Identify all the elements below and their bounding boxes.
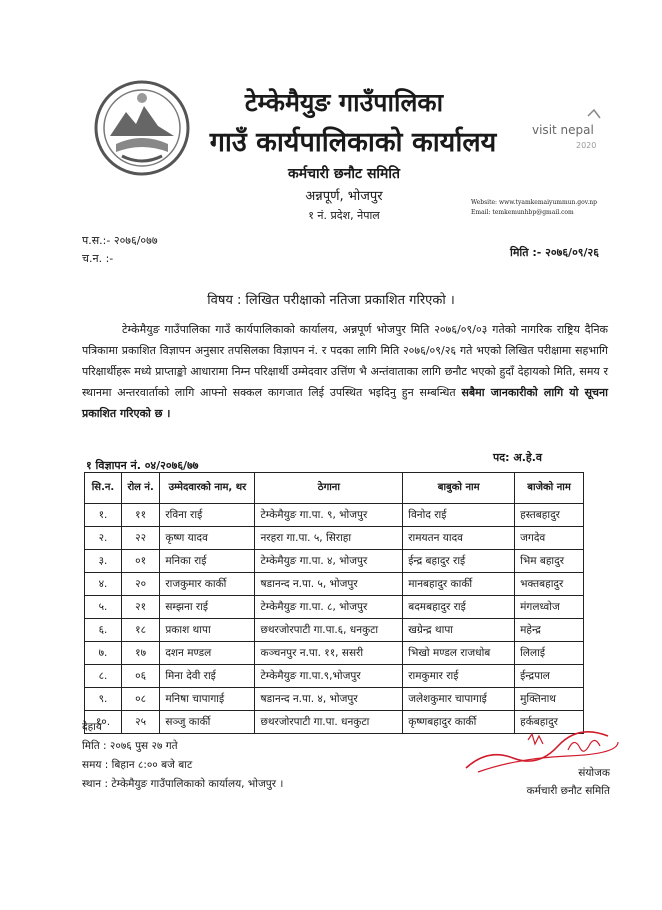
table-row [85,573,584,596]
table-row [85,596,584,619]
cell-roll: २२ [121,527,159,550]
cell-address: टेम्केमैयुङ गा.पा. ४, भोजपुर [255,550,403,573]
cell-father: बदमबहादुर राई [403,596,515,619]
signatory-committee: कर्मचारी छनौट समिति [526,785,610,797]
cell-sn: ८. [85,665,122,688]
body-text: टेम्केमैयुङ गाउँपालिका गाउँ कार्यपालिकाको कार्यालय, अन्नपूर्ण भोजपुर मिति २०७६/०९/०३ गतेको नागरिक राष्ट्रिय दैनिक पत्रिकामा प्रकाशित विज्ञापन अनुसार तपसिलका विज्ञापन नं. र पदका लागि मिति २०७६/०९/२६ गते भएको लिखित परीक्षामा सहभागि परिक्षार्थीहरू मध्ये प्राप्ताङ्को आधारामा निम्न परिक्षार्थी उम्मेदवार उत्तिंण भै अन्तंवाताका लागि छनौट भएको हुदाँ देहायको मिति, समय र स्थानमा अन्तरवार्ताको लागि आफ्नो सक्कल कागजात लिई उपस्थित भइदिनु हुन सम्बन्धित [82,323,608,399]
cell-sn: ६. [85,619,122,642]
col-header-grandfather: बाजेको नाम [515,473,584,504]
cell-address: नरहरा गा.पा. ५, सिराहा [255,527,403,550]
table-row [85,619,584,642]
body-paragraph [82,319,608,424]
col-header-address: ठेगाना [255,473,403,504]
contact-block [471,198,597,218]
table-header-row [85,473,584,504]
table-row [85,688,584,711]
committee-name: कर्मचारी छनौट समिति [287,166,401,182]
cell-roll: ११ [121,504,159,527]
cell-name: सञ्जु कार्की [160,711,255,734]
visit-logo-year: 2020 [576,141,597,150]
email: Email: temkemunhbp@gmail.com [471,209,574,216]
cell-sn: १. [85,504,122,527]
interview-details [82,718,283,794]
cell-sn: २. [85,527,122,550]
cn-number: च.न. :- [82,252,114,265]
cell-grandfather: जगदेव [515,527,584,550]
cell-father: मानबहादुर कार्की [403,573,515,596]
cell-name: कृष्ण यादव [160,527,255,550]
post-name: पद: अ.हे.व [493,451,543,464]
col-header-roll: रोल नं. [121,473,159,504]
cell-address: छथरजोरपाटी गा.पा.६, धनकुटा [255,619,403,642]
table-row [85,642,584,665]
cell-roll: २५ [121,711,159,734]
table-row [85,527,584,550]
cell-name: प्रकाश थापा [160,619,255,642]
cell-father: जलेशकुमार चापागाई [403,688,515,711]
cell-father: रामकुमार राई [403,665,515,688]
municipality-name: टेम्केमैयुङ गाउँपालिका [244,88,444,117]
cell-grandfather: महेन्द्र [515,619,584,642]
cell-sn: १०. [85,711,122,734]
letter-date: मिति :- २०७६/०९/२६ [510,246,599,259]
signatory-role: संयोजक [578,767,610,779]
interview-date: मिति : २०७६ पुस २७ गते [82,740,178,752]
col-header-father: बाबुको नाम [403,473,515,504]
cell-father: भिखो मण्डल राजधोब [403,642,515,665]
interview-time: समय : बिहान ८:०० बजे बाट [82,759,193,771]
cell-grandfather: हस्तबहादुर [515,504,584,527]
cell-grandfather: हर्कबहादुर [515,711,584,734]
cell-address: कञ्चनपुर न.पा. ११, ससरी [255,642,403,665]
cell-roll: १८ [121,619,159,642]
cell-name: मनिका राई [160,550,255,573]
ps-number: प.स.:- २०७६/०७७ [82,234,158,247]
cell-address: षडानन्द न.पा. ४, भोजपुर [255,688,403,711]
cell-roll: २१ [121,596,159,619]
body-bold-text: सबैमा जानकारीको लागि यो सूचना प्रकाशित गरिएको छ । [82,386,608,420]
cell-address: षडानन्द न.पा. ५, भोजपुर [255,573,403,596]
interview-place: स्थान : टेम्केमैयुङ गाउँपालिकाको कार्यालय, भोजपुर । [82,778,284,790]
cell-address: छथरजोरपाटी गा.पा. धनकुटा [255,711,403,734]
col-header-sn: सि.न. [85,473,122,504]
cell-address: टेम्केमैयुङ गा.पा. ८, भोजपुर [255,596,403,619]
nepal-emblem-icon [92,78,192,178]
reference-block [82,232,158,268]
province: १ नं. प्रदेश, नेपाल [308,209,380,222]
cell-name: मनिषा चापागाई [160,688,255,711]
cell-father: ईन्द्र बहादुर राई [403,550,515,573]
details-label: देहाय [82,721,102,733]
cell-name: दशन मण्डल [160,642,255,665]
cell-grandfather: भिम बहादुर [515,550,584,573]
col-header-name: उम्मेदवारको नाम, थर [160,473,255,504]
table-row [85,550,584,573]
cell-grandfather: लिलाई [515,642,584,665]
office-name: गाउँ कार्यपालिकाको कार्यालय [209,127,497,158]
cell-name: मिना देवी राई [160,665,255,688]
cell-father: कृष्णबहादुर कार्की [403,711,515,734]
cell-name: रविना राई [160,504,255,527]
cell-grandfather: ईन्द्रपाल [515,665,584,688]
cell-grandfather: मुक्तिनाथ [515,688,584,711]
cell-sn: ५. [85,596,122,619]
visit-nepal-logo [530,108,620,154]
address: अन्नपूर्ण, भोजपुर [305,189,383,204]
cell-roll: ०६ [121,665,159,688]
cell-sn: ३. [85,550,122,573]
cell-sn: ९. [85,688,122,711]
cell-sn: ४. [85,573,122,596]
cell-name: राजकुमार कार्की [160,573,255,596]
cell-roll: २० [121,573,159,596]
cell-roll: ०१ [121,550,159,573]
cell-father: विनोद राई [403,504,515,527]
cell-grandfather: भक्तबहादुर [515,573,584,596]
cell-father: रामयतन यादव [403,527,515,550]
cell-address: टेम्केमैयुङ गा.पा.९,भोजपुर [255,665,403,688]
visit-logo-text: visit nepal [532,123,594,137]
cell-roll: १७ [121,642,159,665]
ad-number: १ विज्ञापन नं. ०४/२०७६/७७ [86,459,199,472]
cell-address: टेम्केमैयुङ गा.पा. ९, भोजपुर [255,504,403,527]
subject-line: विषय : लिखित परीक्षाको नतिजा प्रकाशित गरिएको । [207,293,455,308]
cell-sn: ७. [85,642,122,665]
cell-name: सम्झना राई [160,596,255,619]
signatory-block [470,764,610,800]
cell-roll: ०८ [121,688,159,711]
cell-father: खग्रेन्द्र थापा [403,619,515,642]
candidates-table [84,472,584,734]
table-row [85,665,584,688]
table-row [85,504,584,527]
website: Website: www.tyamkemaiyummun.gov.np [471,199,598,206]
cell-grandfather: मंगलध्वोज [515,596,584,619]
